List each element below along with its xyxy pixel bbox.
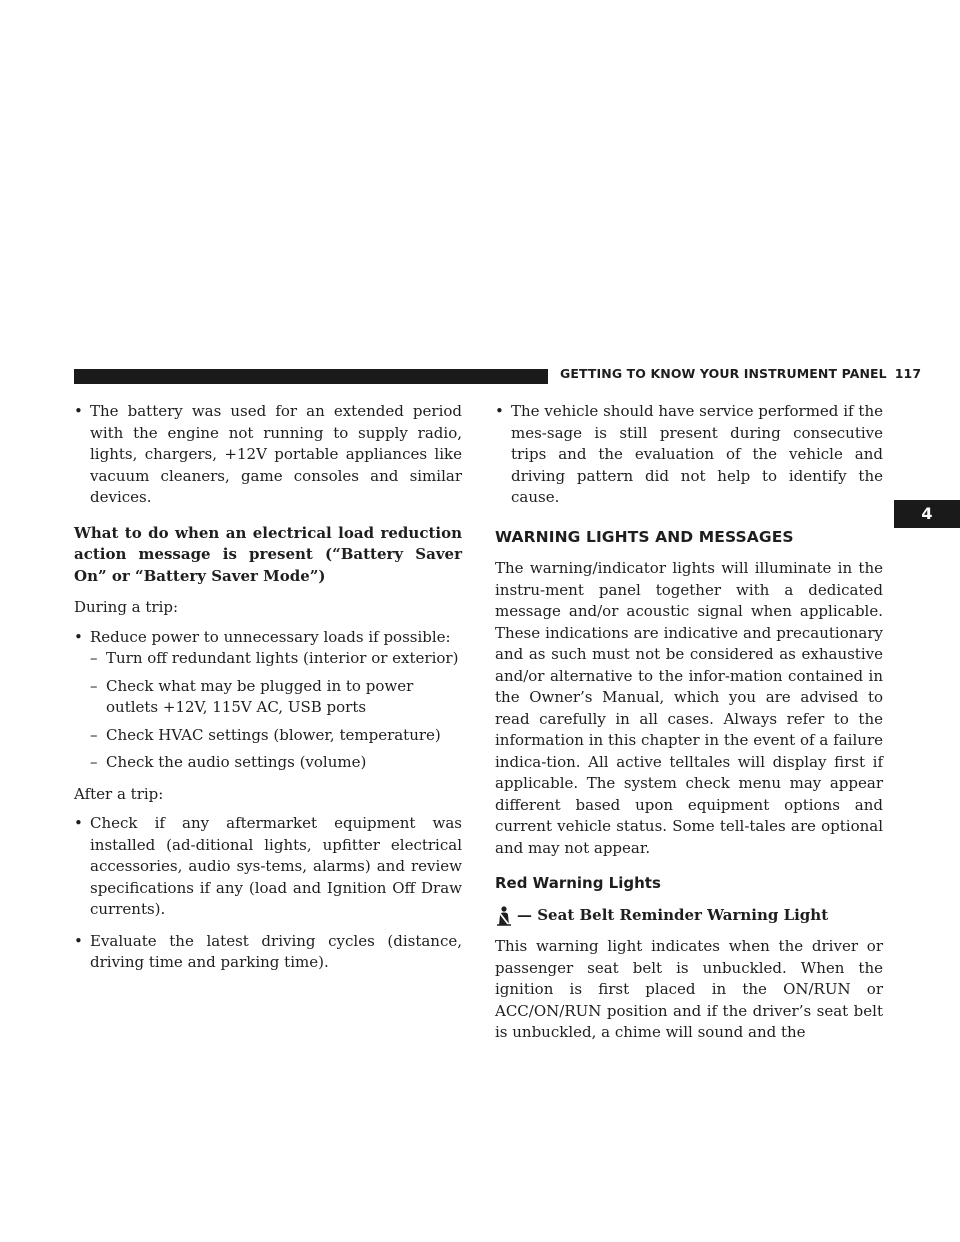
dash-marker: – bbox=[90, 753, 98, 771]
list-item bbox=[74, 813, 462, 921]
bullet-text: The battery was used for an extended period with the engine not running to supply radio, lights, chargers, +12V portable appliances like vacuum cleaners, game consoles and similar devices. bbox=[90, 402, 462, 506]
list-item bbox=[74, 627, 462, 649]
right-column bbox=[495, 401, 883, 1044]
page-number: 117 bbox=[894, 366, 922, 381]
list-item bbox=[495, 401, 883, 509]
body-paragraph: The warning/indicator lights will illuminate in the instru-ment panel together with a dedicated message and/or acoustic signal when applicable. These indications are indicative and precautionary and as such must not be considered as exhaustive and/or alternative to the infor-mation contained in the Owner’s Manual, which you are advised to read carefully in all cases. Always refer to the information in this chapter in the event of a failure indica-tion. All active telltales will display first if applicable. The system check menu may appear different based upon equipment options and current vehicle status. Some tell-tales are optional and may not appear. bbox=[495, 559, 883, 857]
subsection-heading: Red Warning Lights bbox=[495, 874, 661, 892]
sub-list-item bbox=[74, 676, 462, 719]
bullet-marker: • bbox=[74, 627, 83, 646]
header-rule bbox=[74, 369, 548, 384]
sub-item-text: Turn off redundant lights (interior or exterior) bbox=[106, 649, 459, 667]
sub-list-item bbox=[74, 648, 462, 670]
bullet-text: Reduce power to unnecessary loads if possible: bbox=[90, 627, 451, 646]
section-title: GETTING TO KNOW YOUR INSTRUMENT PANEL bbox=[560, 366, 887, 381]
sub-item-text: Check HVAC settings (blower, temperature) bbox=[106, 725, 441, 744]
dash-marker: – bbox=[90, 649, 98, 667]
list-item bbox=[74, 931, 462, 974]
section-heading: WARNING LIGHTS AND MESSAGES bbox=[495, 527, 794, 546]
bullet-text: Evaluate the latest driving cycles (distance, driving time and parking time). bbox=[90, 931, 462, 971]
dash-marker: – bbox=[90, 725, 98, 744]
during-trip-label: During a trip: bbox=[74, 598, 179, 616]
body-paragraph: This warning light indicates when the driver or passenger seat belt is unbuckled. When the ignition is first placed in the ON/RUN or ACC/ON/RUN position and if the driver’s seat belt is unbuckled, a chime will sound and the bbox=[495, 937, 883, 1041]
seatbelt-person-icon bbox=[495, 906, 513, 926]
bullet-marker: • bbox=[495, 402, 504, 420]
bullet-marker: • bbox=[74, 931, 83, 950]
sub-list-item bbox=[74, 752, 462, 774]
chapter-tab: 4 bbox=[894, 500, 960, 528]
bullet-marker: • bbox=[74, 814, 83, 832]
sub-list-item bbox=[74, 725, 462, 747]
bullet-text: The vehicle should have service performed if the mes-sage is still present during consecutive trips and the evaluation of the vehicle and driving pattern did not help to identify the cause. bbox=[511, 402, 883, 506]
after-trip-label: After a trip: bbox=[74, 784, 164, 803]
running-header bbox=[560, 366, 922, 381]
list-item bbox=[74, 401, 462, 509]
dash-marker: – bbox=[90, 676, 98, 695]
bullet-marker: • bbox=[74, 402, 83, 420]
bullet-text: Check if any aftermarket equipment was installed (ad-ditional lights, upfitter electrical accessories, audio sys-tems, alarms) and review specifications if any (load and Ignition Off Draw currents). bbox=[90, 814, 462, 918]
left-column bbox=[74, 401, 462, 974]
seatbelt-heading-text: — Seat Belt Reminder Warning Light bbox=[517, 905, 829, 924]
sub-item-text: Check the audio settings (volume) bbox=[106, 753, 367, 771]
seatbelt-heading bbox=[495, 905, 883, 927]
sub-item-text: Check what may be plugged in to power outlets +12V, 115V AC, USB ports bbox=[106, 676, 414, 716]
bold-heading: What to do when an electrical load reduction action message is present (“Battery Saver On” or “Battery Saver Mode”) bbox=[74, 523, 462, 585]
